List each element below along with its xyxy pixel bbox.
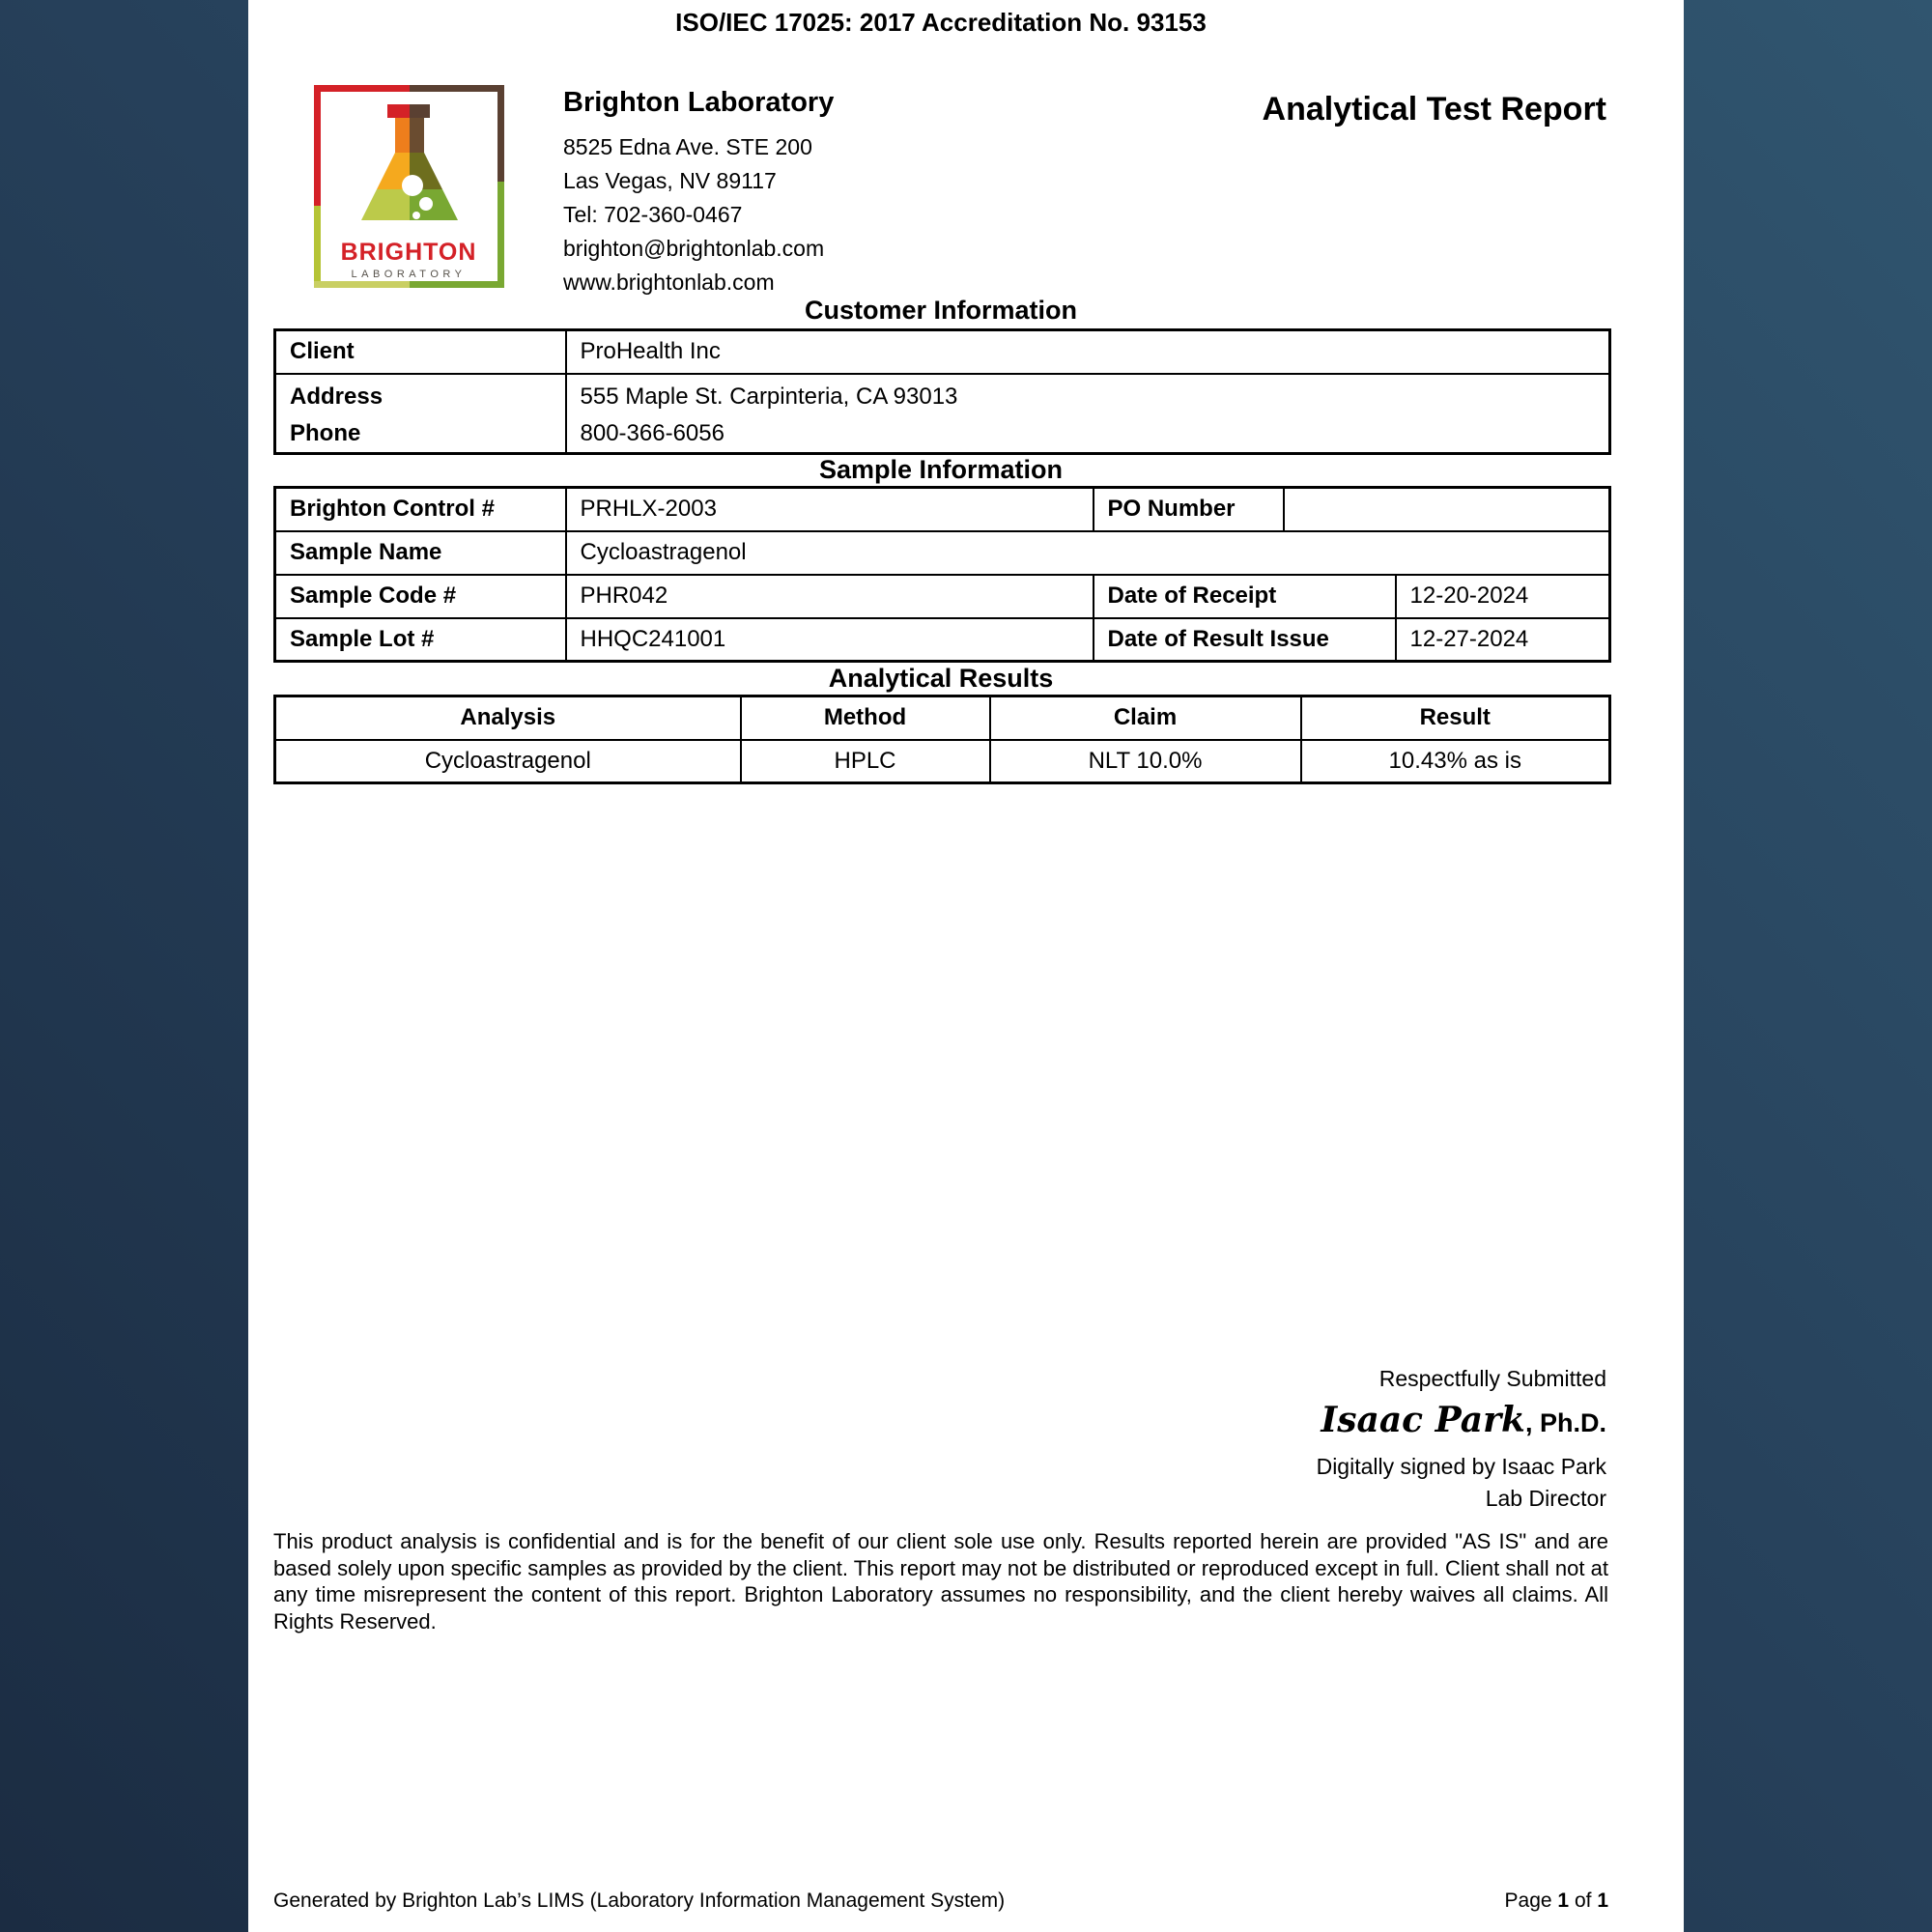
table-header-row xyxy=(275,696,1610,740)
date-of-result-issue-label: Date of Result Issue xyxy=(1094,618,1396,662)
of-word: of xyxy=(1574,1889,1592,1912)
flask-logo-icon xyxy=(314,85,504,288)
po-number-value xyxy=(1284,488,1610,531)
sample-information-table xyxy=(273,486,1611,663)
lab-email: brighton@brightonlab.com xyxy=(563,236,825,261)
page-current: 1 xyxy=(1557,1889,1570,1912)
page-number xyxy=(1505,1889,1608,1913)
sample-information-title: Sample Information xyxy=(818,455,1064,484)
table-row xyxy=(275,488,1610,531)
brighton-lab-logo xyxy=(314,85,504,288)
result-value: 10.43% as is xyxy=(1301,740,1610,783)
report-title: Analytical Test Report xyxy=(1262,91,1606,128)
table-row xyxy=(275,740,1610,783)
page-word: Page xyxy=(1504,1889,1552,1912)
lab-address-line1: 8525 Edna Ave. STE 200 xyxy=(563,134,812,159)
control-number-value: PRHLX-2003 xyxy=(566,488,1094,531)
bubble-icon xyxy=(419,197,433,211)
logo-word-brighton: BRIGHTON xyxy=(340,239,477,266)
phone-label: Phone xyxy=(290,419,361,446)
signature-credentials: , Ph.D. xyxy=(1524,1408,1606,1437)
sample-lot-label: Sample Lot # xyxy=(275,618,566,662)
bubble-icon xyxy=(402,175,423,196)
sample-name-label: Sample Name xyxy=(275,531,566,575)
respectfully-submitted-text: Respectfully Submitted xyxy=(1378,1366,1606,1391)
address-phone-value xyxy=(566,374,1610,454)
sample-code-label: Sample Code # xyxy=(275,575,566,618)
digitally-signed-text: Digitally signed by Isaac Park xyxy=(1316,1454,1606,1479)
flask-icon xyxy=(353,102,468,222)
table-row xyxy=(275,575,1610,618)
lab-website: www.brightonlab.com xyxy=(563,270,775,295)
result-column-header: Result xyxy=(1301,696,1610,740)
method-column-header: Method xyxy=(741,696,990,740)
phone-value: 800-366-6056 xyxy=(580,419,724,446)
analytical-results-title: Analytical Results xyxy=(828,664,1054,693)
address-phone-label xyxy=(275,374,566,454)
control-number-label: Brighton Control # xyxy=(275,488,566,531)
date-of-receipt-label: Date of Receipt xyxy=(1094,575,1396,618)
date-of-receipt-value: 12-20-2024 xyxy=(1396,575,1610,618)
sample-name-value: Cycloastragenol xyxy=(566,531,1610,575)
client-value: ProHealth Inc xyxy=(566,330,1610,374)
page-total: 1 xyxy=(1597,1889,1608,1912)
address-label: Address xyxy=(290,383,384,410)
analysis-column-header: Analysis xyxy=(275,696,741,740)
lab-info-block xyxy=(563,87,834,299)
address-value: 555 Maple St. Carpinteria, CA 93013 xyxy=(580,383,958,410)
generated-by-text: Generated by Brighton Lab’s LIMS (Laboratory Information Management System) xyxy=(273,1889,1006,1912)
table-row xyxy=(275,374,1610,454)
bubble-icon xyxy=(412,212,420,219)
lab-address-line2: Las Vegas, NV 89117 xyxy=(563,168,777,193)
po-number-label: PO Number xyxy=(1094,488,1284,531)
accreditation-line: ISO/IEC 17025: 2017 Accreditation No. 93153 xyxy=(675,8,1207,37)
signature-script: Isaac Park xyxy=(1321,1400,1525,1440)
customer-information-table xyxy=(273,328,1611,455)
signature-block xyxy=(1317,1366,1606,1512)
analysis-value: Cycloastragenol xyxy=(275,740,741,783)
lab-name: Brighton Laboratory xyxy=(563,87,835,118)
disclaimer-text: This product analysis is confidential and is for the benefit of our client sole use only. Results reported herein are provided "AS IS" and are based solely upon specific samples as provided by the client. This report may not be distributed or reproduced except in full. Client shall not at any time misrepresent the content of this report. Brighton Laboratory assumes no responsibility, and the client hereby waives all claims. All Rights Reserved. xyxy=(273,1529,1608,1634)
report-page xyxy=(248,0,1684,1932)
date-of-result-issue-value: 12-27-2024 xyxy=(1396,618,1610,662)
customer-information-title: Customer Information xyxy=(804,296,1077,325)
table-row xyxy=(275,330,1610,374)
signer-role: Lab Director xyxy=(1485,1486,1606,1511)
page-footer xyxy=(273,1889,1608,1913)
signature-line xyxy=(1317,1400,1606,1440)
analytical-results-table xyxy=(273,695,1611,784)
sample-code-value: PHR042 xyxy=(566,575,1094,618)
client-label: Client xyxy=(275,330,566,374)
sample-lot-value: HHQC241001 xyxy=(566,618,1094,662)
lab-phone: Tel: 702-360-0467 xyxy=(563,202,743,227)
claim-column-header: Claim xyxy=(990,696,1301,740)
logo-word-laboratory: LABORATORY xyxy=(351,269,467,280)
claim-value: NLT 10.0% xyxy=(990,740,1301,783)
method-value: HPLC xyxy=(741,740,990,783)
table-row xyxy=(275,531,1610,575)
table-row xyxy=(275,618,1610,662)
